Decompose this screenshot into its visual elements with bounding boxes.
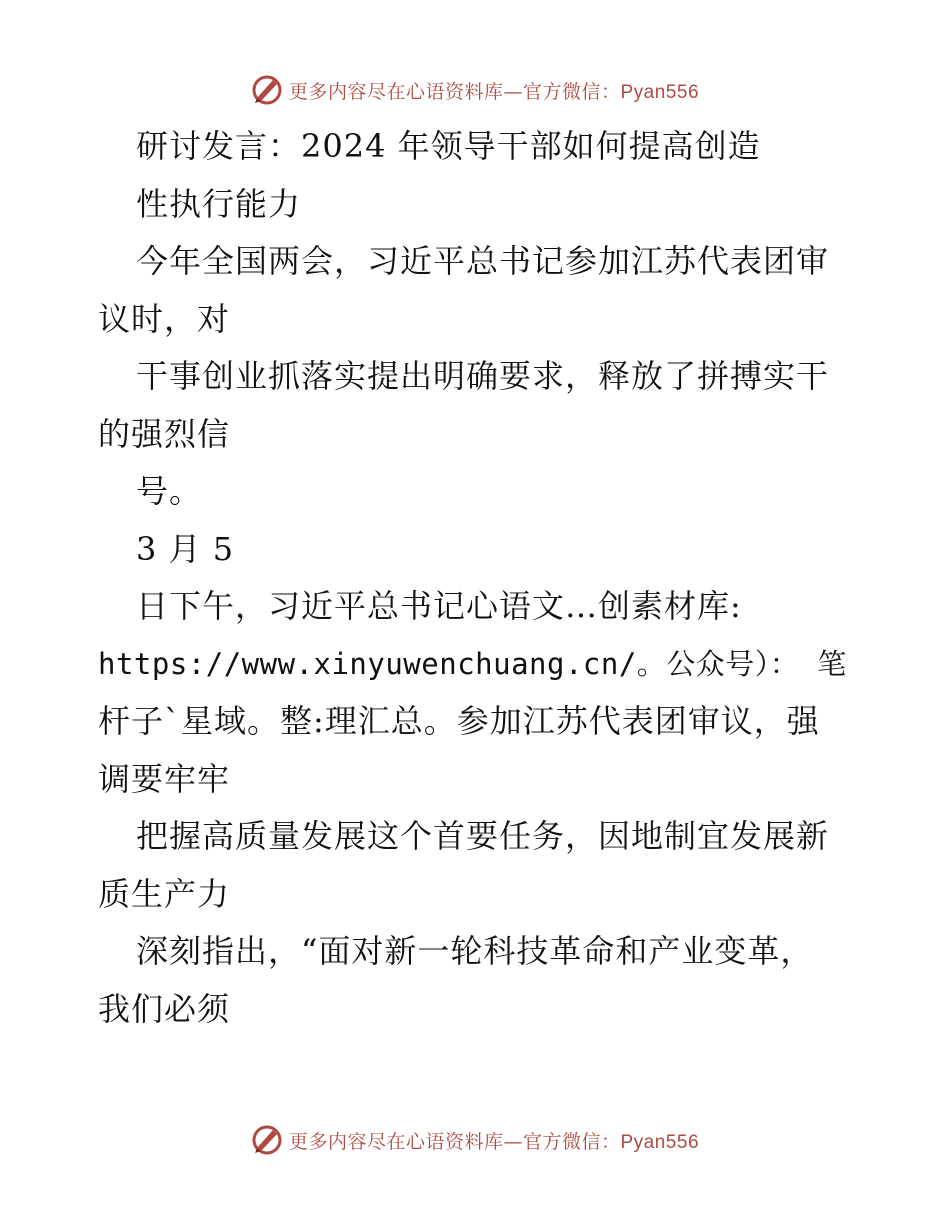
text-line: 议时，对	[98, 299, 231, 338]
text-line: 深刻指出，“面对新一轮科技革命和产业变革，	[136, 932, 814, 970]
watermark-text: 更多内容尽在心语资料库—官方微信：Pyan556	[288, 80, 700, 103]
footer-watermark	[0, 1120, 950, 1160]
watermark-text: 更多内容尽在心语资料库—官方微信：Pyan556	[288, 1130, 700, 1153]
text-line: 我们必须	[98, 989, 231, 1028]
text-line: 研讨发言：2024 年领导干部如何提高创造	[136, 127, 761, 165]
text-line: 号。	[136, 472, 203, 510]
document-body	[98, 118, 858, 1038]
text-line: 干事创业抓落实提出明确要求，释放了拼搏实干	[136, 357, 830, 395]
text-line: 的强烈信	[98, 414, 231, 453]
text-line: 3 月 5	[136, 529, 235, 568]
text-line: 今年全国两会，习近平总书记参加江苏代表团审	[136, 242, 830, 280]
text-line: https://www.xinyuwenchuang.cn/。公众号）： 笔	[98, 646, 847, 681]
text-line: 日下午，习近平总书记心语文…创素材库:	[136, 587, 742, 625]
text-line: 质生产力	[98, 874, 231, 913]
header-watermark	[0, 70, 950, 110]
text-line: 杆子`星域。整:理汇总。参加江苏代表团审议，强	[98, 702, 820, 740]
text-line: 把握高质量发展这个首要任务，因地制宜发展新	[136, 817, 830, 855]
pen-logo-icon	[251, 74, 283, 106]
text-line: 性执行能力	[136, 184, 302, 223]
text-line: 调要牢牢	[98, 759, 231, 798]
pen-logo-icon	[251, 1124, 283, 1156]
